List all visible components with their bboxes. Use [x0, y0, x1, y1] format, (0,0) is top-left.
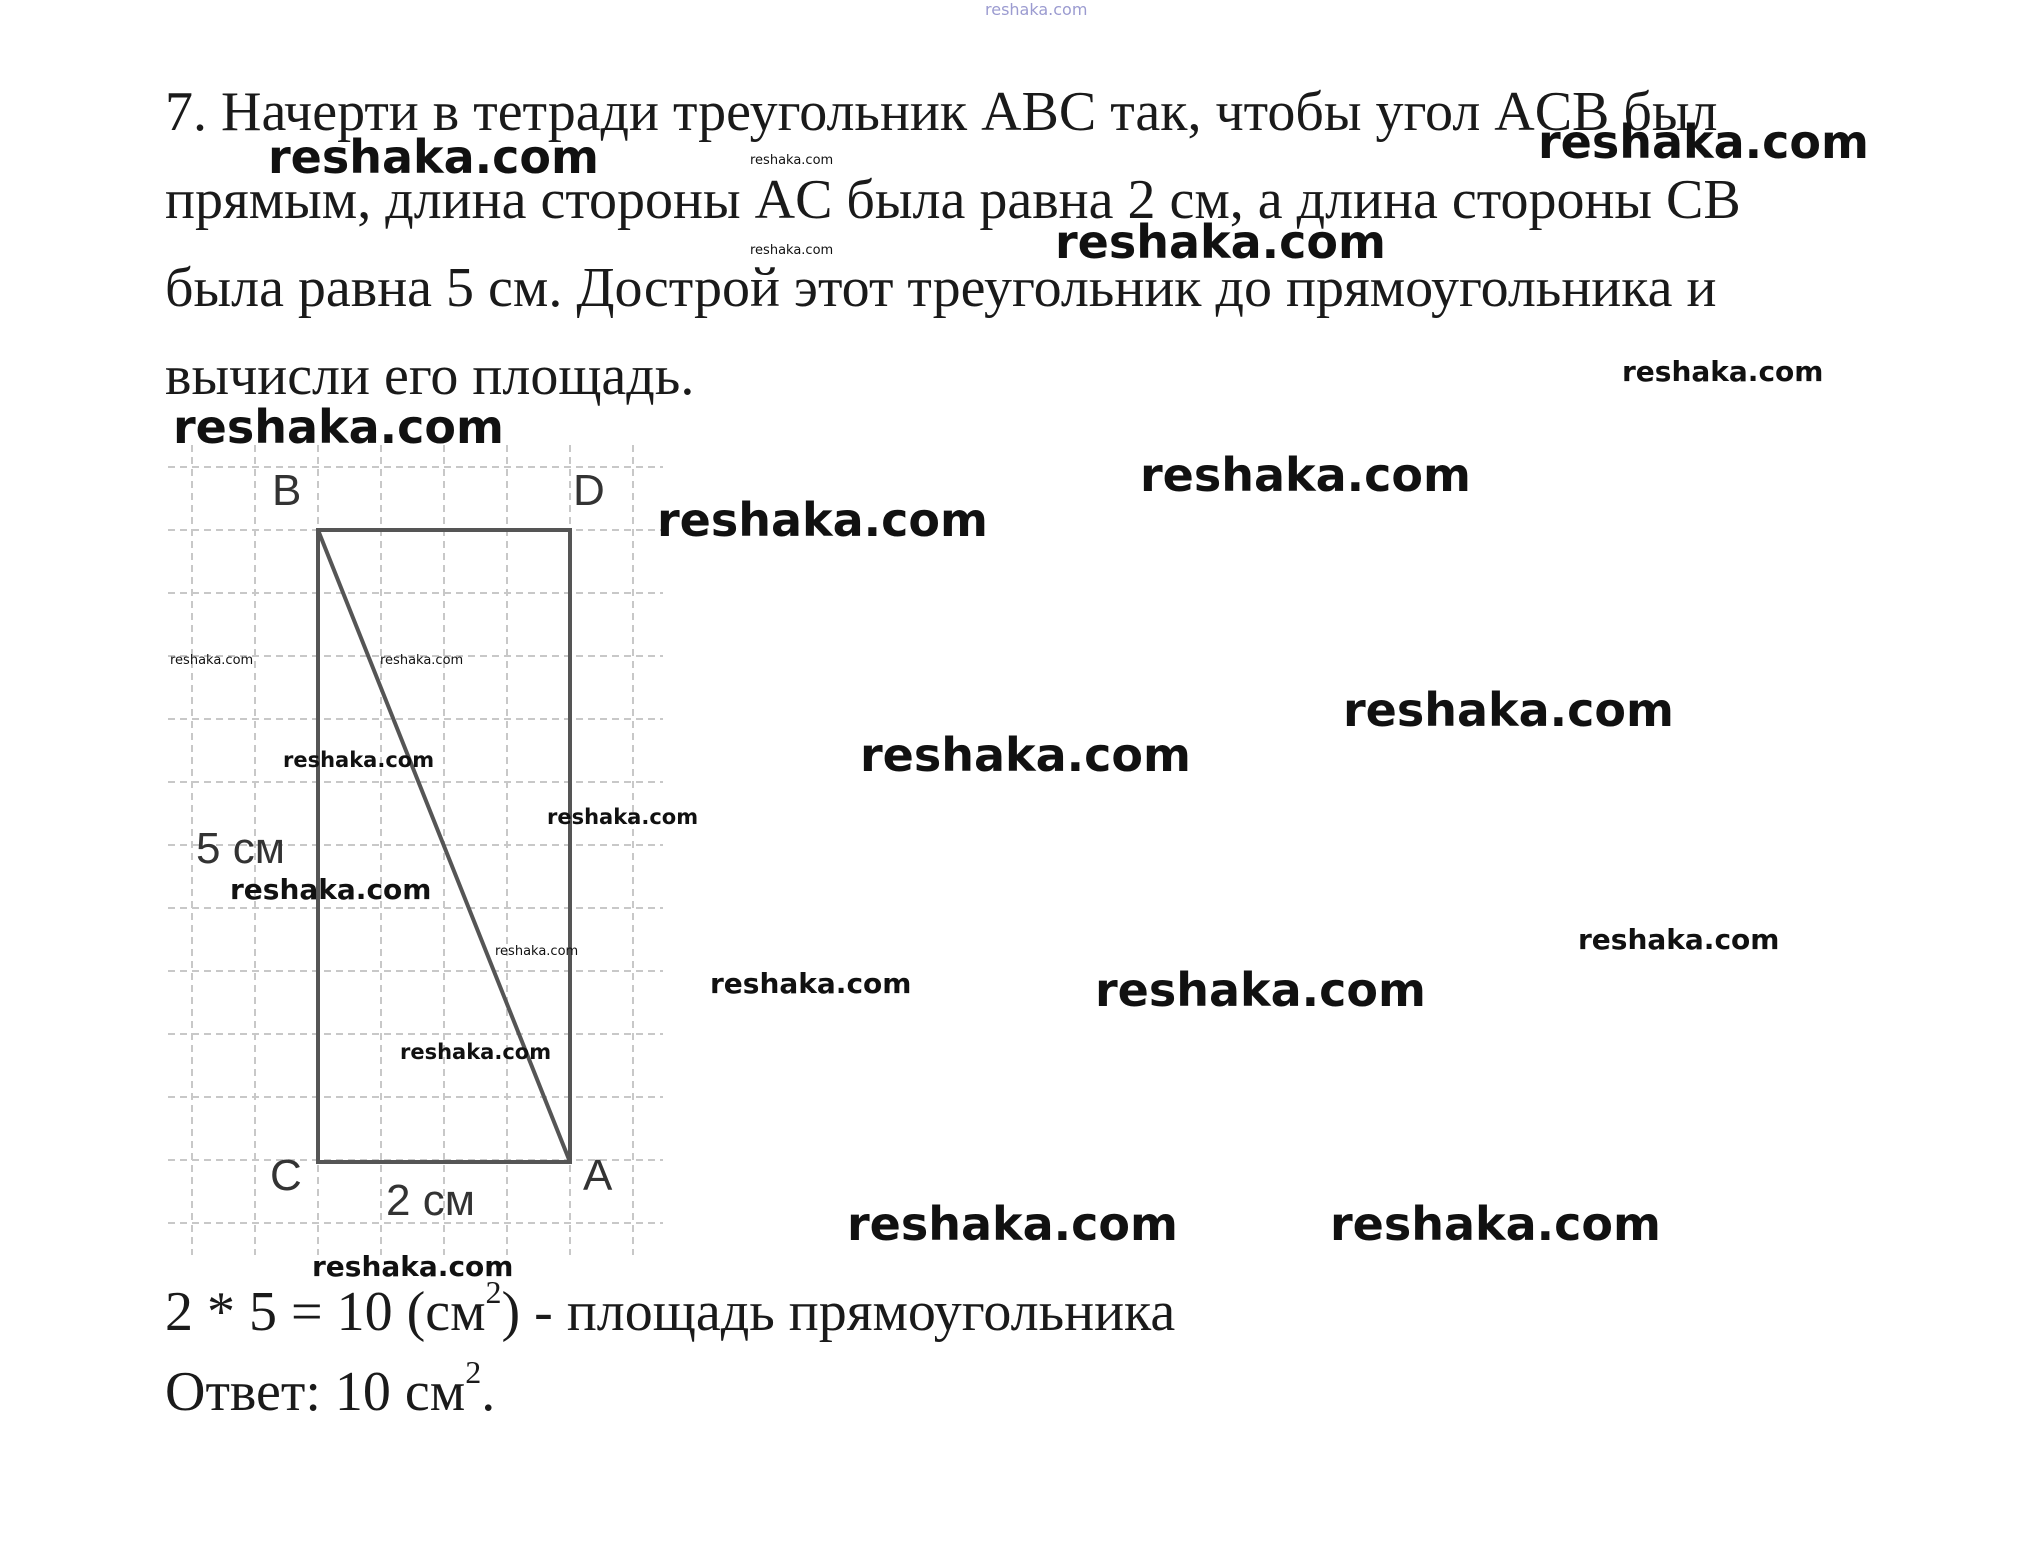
watermark: reshaka.com [283, 748, 435, 772]
watermark: reshaka.com [847, 1197, 1178, 1251]
watermark: reshaka.com [860, 728, 1191, 782]
final-answer: Ответ: 10 $см^2$. [165, 1354, 496, 1423]
problem-line-2: прямым, длина стороны AC была равна 2 см, а длина стороны CB [165, 169, 1741, 231]
watermark: reshaka.com [1140, 448, 1471, 502]
side-ca-length: 2 см [386, 1176, 475, 1225]
watermark: reshaka.com [400, 1040, 552, 1064]
watermark: reshaka.com [312, 1250, 514, 1283]
problem-line-4: вычисли его площадь. [165, 345, 695, 407]
side-cb-length: 5 см [196, 824, 285, 873]
watermark: reshaka.com [1095, 963, 1426, 1017]
watermark: reshaka.com [750, 243, 834, 258]
watermark: reshaka.com [1330, 1197, 1661, 1251]
watermark: reshaka.com [268, 130, 599, 184]
watermark: reshaka.com [985, 0, 1088, 19]
vertex-b-label: B [272, 466, 302, 515]
watermark: reshaka.com [380, 653, 464, 668]
watermark: reshaka.com [1538, 115, 1869, 169]
watermark: reshaka.com [1622, 355, 1824, 388]
watermark: reshaka.com [750, 153, 834, 168]
watermark: reshaka.com [547, 805, 699, 829]
vertex-c-label: C [270, 1151, 302, 1200]
watermark: reshaka.com [1055, 215, 1386, 269]
problem-line-3: была равна 5 см. Дострой этот треугольник до прямоугольника и [165, 257, 1717, 319]
vertex-d-label: D [573, 466, 605, 515]
watermark: reshaka.com [170, 653, 254, 668]
vertex-a-label: A [583, 1151, 613, 1200]
watermark: reshaka.com [657, 493, 988, 547]
watermark: reshaka.com [230, 873, 432, 906]
watermark: reshaka.com [495, 944, 579, 959]
watermark: reshaka.com [1578, 923, 1780, 956]
rectangle-diagram [168, 445, 663, 1255]
watermark: reshaka.com [710, 967, 912, 1000]
problem-line-1: 7. Начерти в тетради треугольник ABC так, чтобы угол ACB был [165, 81, 1718, 143]
area-equation: 2 * 5 = 10 $(см^2)$ - площадь прямоугольника [165, 1274, 1176, 1343]
watermark: reshaka.com [173, 400, 504, 454]
watermark: reshaka.com [1343, 683, 1674, 737]
